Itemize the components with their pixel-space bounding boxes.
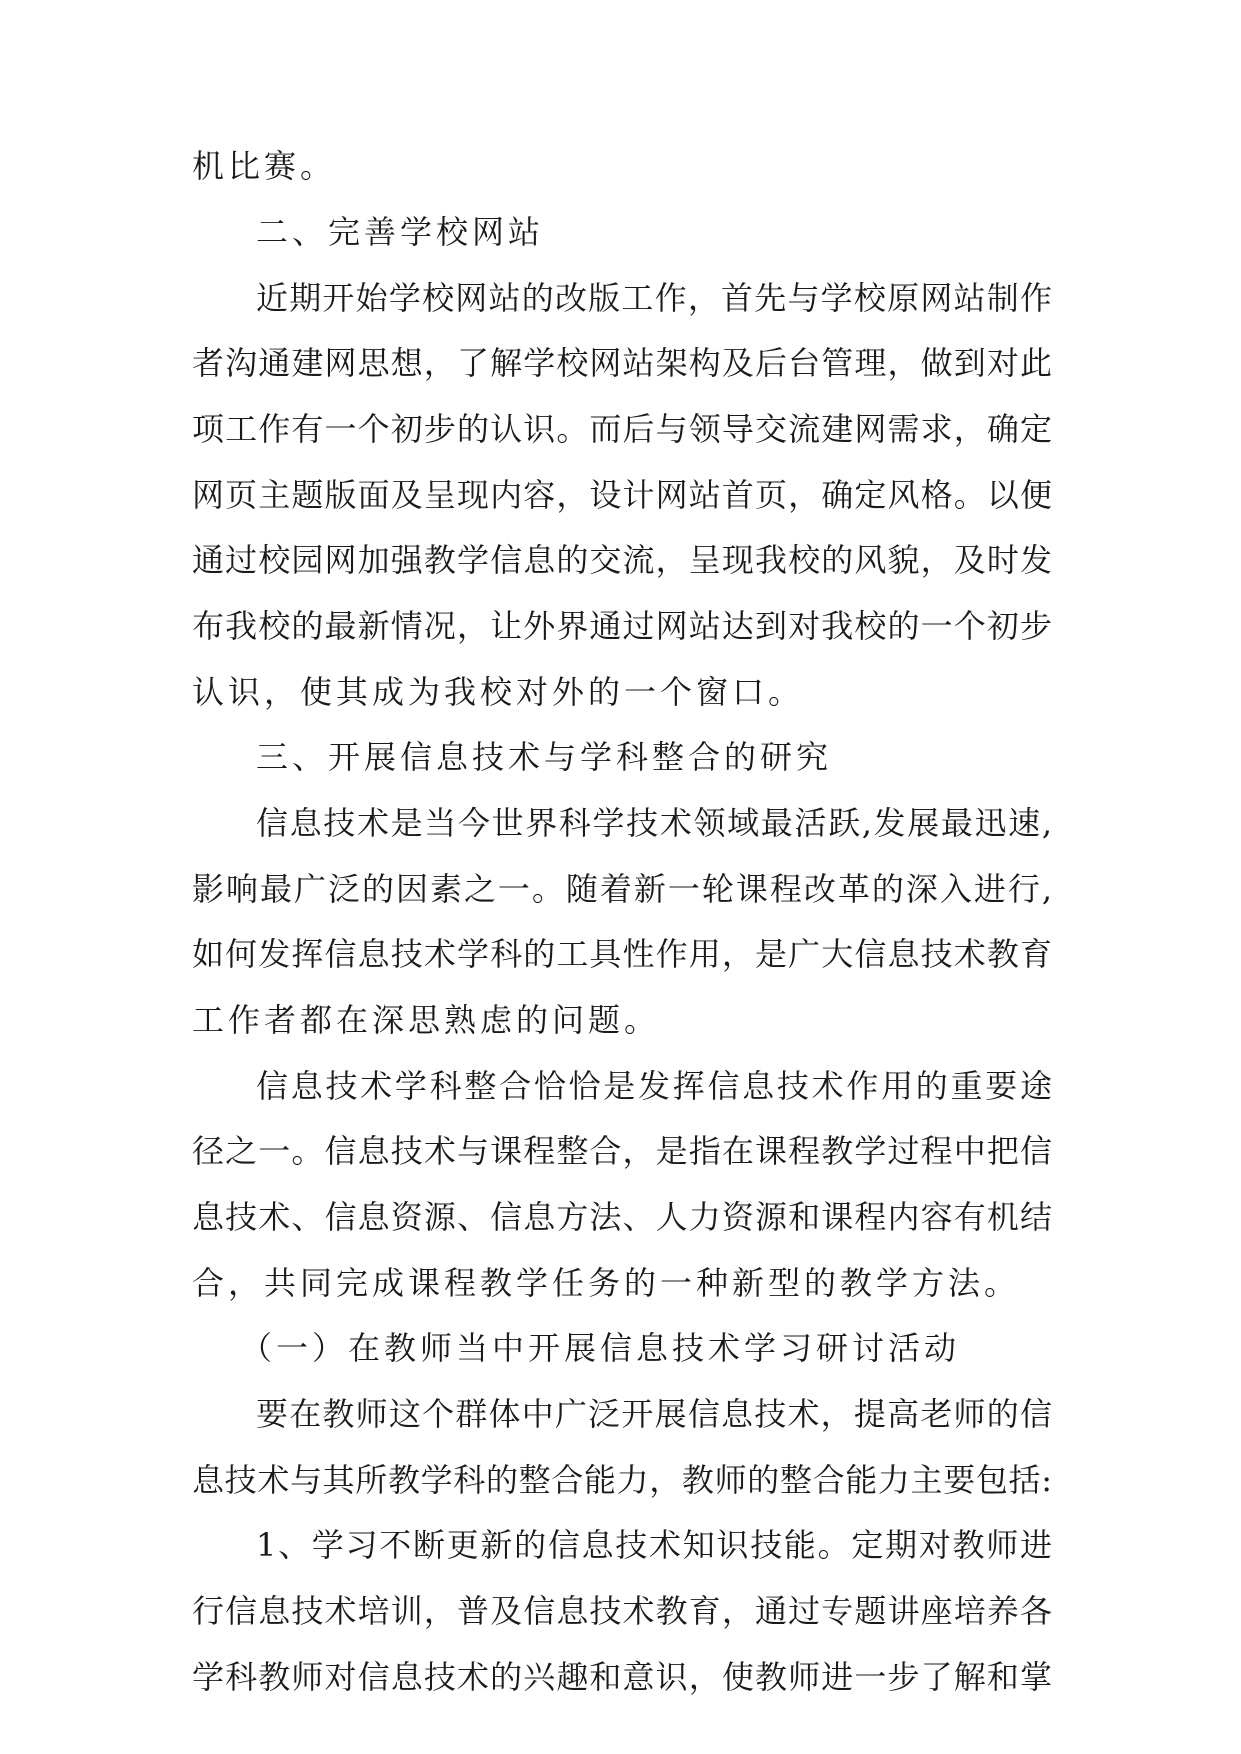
- text-line: 要在教师这个群体中广泛开展信息技术，提高老师的信: [256, 1395, 1052, 1433]
- text-line: 1、学习不断更新的信息技术知识技能。定期对教师进: [256, 1526, 1052, 1564]
- text-line: 息技术与其所教学科的整合能力，教师的整合能力主要包括:: [192, 1461, 1052, 1499]
- text-line: 布我校的最新情况，让外界通过网站达到对我校的一个初步: [192, 607, 1052, 645]
- section-heading: 三、开展信息技术与学科整合的研究: [256, 738, 833, 776]
- text-line: 学科教师对信息技术的兴趣和意识，使教师进一步了解和掌: [192, 1658, 1052, 1696]
- text-line: 网页主题版面及呈现内容，设计网站首页，确定风格。以便: [192, 476, 1052, 514]
- text-line: 径之一。信息技术与课程整合，是指在课程教学过程中把信: [192, 1132, 1052, 1170]
- text-line: 信息技术学科整合恰恰是发挥信息技术作用的重要途: [256, 1067, 1052, 1105]
- text-line: 通过校园网加强教学信息的交流，呈现我校的风貌，及时发: [192, 541, 1052, 579]
- text-line: 如何发挥信息技术学科的工具性作用，是广大信息技术教育: [192, 935, 1052, 973]
- text-line: 合，共同完成课程教学任务的一种新型的教学方法。: [192, 1264, 1021, 1302]
- text-line: 工作者都在深思熟虑的问题。: [192, 1001, 661, 1039]
- text-line: 息技术、信息资源、信息方法、人力资源和课程内容有机结: [192, 1198, 1052, 1236]
- text-line: 行信息技术培训，普及信息技术教育，通过专题讲座培养各: [192, 1592, 1052, 1630]
- text-line: 项工作有一个初步的认识。而后与领导交流建网需求，确定: [192, 410, 1052, 448]
- text-line: 近期开始学校网站的改版工作，首先与学校原网站制作: [256, 279, 1052, 317]
- text-line: 信息技术是当今世界科学技术领域最活跃,发展最迅速,: [256, 804, 1052, 842]
- subsection-heading: （一）在教师当中开展信息技术学习研讨活动: [240, 1329, 961, 1367]
- text-line: 机比赛。: [192, 147, 337, 185]
- text-line: 者沟通建网思想，了解学校网站架构及后台管理，做到对此: [192, 344, 1052, 382]
- section-heading: 二、完善学校网站: [256, 213, 545, 251]
- text-line: 认识，使其成为我校对外的一个窗口。: [192, 673, 805, 711]
- text-line: 影响最广泛的因素之一。随着新一轮课程改革的深入进行,: [192, 870, 1052, 908]
